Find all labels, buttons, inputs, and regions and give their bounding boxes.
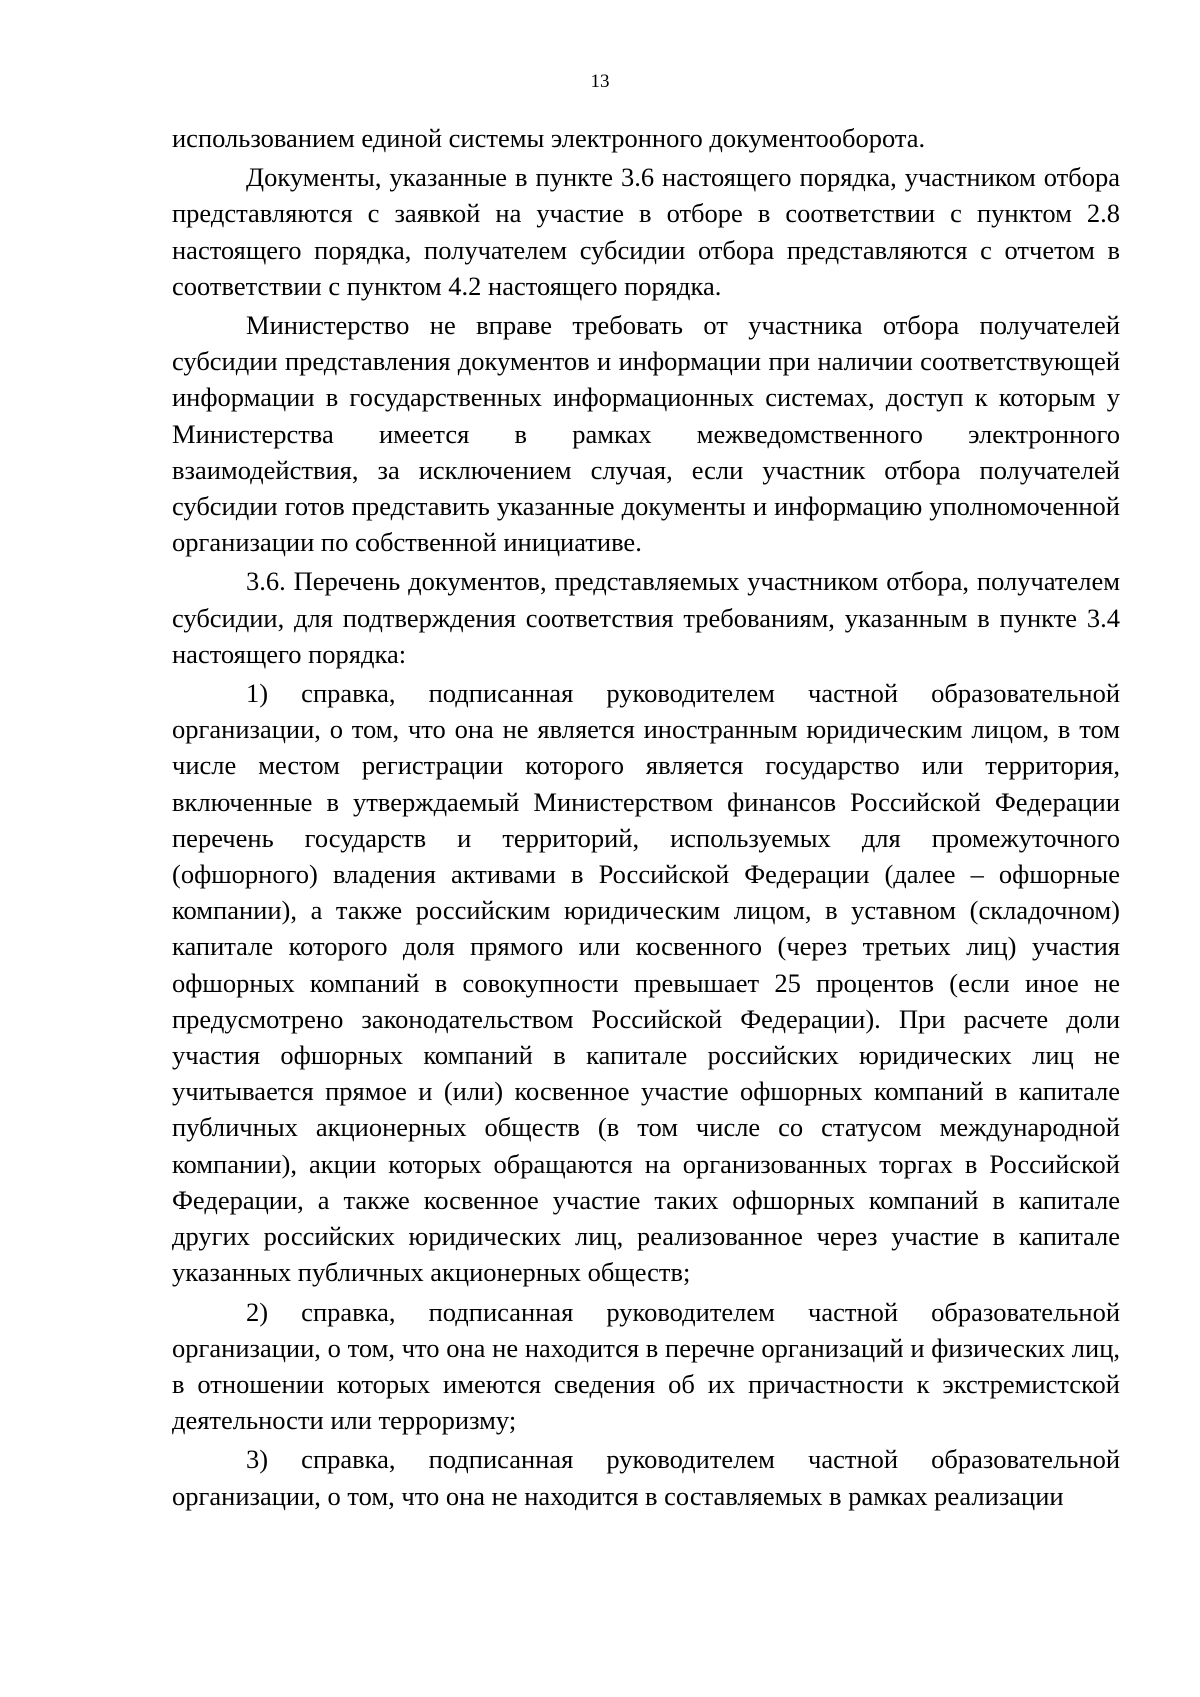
document-body	[172, 120, 1120, 1517]
list-item-3: 3) справка, подписанная руководителем частной образовательной организации, о том, что она не находится в составляемых в рамках реализации	[172, 1444, 1120, 1511]
paragraph-continuation: использованием единой системы электронного документооборота.	[172, 123, 926, 153]
paragraph-section-3-6: 3.6. Перечень документов, представляемых участником отбора, получателем субсидии, для подтверждения соответствия требованиям, указанным в пункте 3.4 настоящего порядка:	[172, 566, 1120, 669]
list-item-2: 2) справка, подписанная руководителем частной образовательной организации, о том, что она не находится в перечне организаций и физических лиц, в отношении которых имеются сведения об их причастности к экстремистской деятельности или терроризму;	[172, 1296, 1120, 1436]
paragraph-ministry-restriction: Министерство не вправе требовать от участника отбора получателей субсидии представления документов и информации при наличии соответствующей информации в государственных информационных системах, доступ к которым у Министерства имеется в рамках межведомственного электронного взаимодействия, за исключением случая, если участник отбора получателей субсидии готов представить указанные документы и информацию уполномоченной организации по собственной инициативе.	[172, 310, 1120, 558]
list-item-1: 1) справка, подписанная руководителем частной образовательной организации, о том, что она не является иностранным юридическим лицом, в том числе местом регистрации которого является государство или территория, включенные в утверждаемый Министерством финансов Российской Федерации перечень государств и территорий, используемых для промежуточного (офшорного) владения активами в Российской Федерации (далее – офшорные компании), а также российским юридическим лицом, в уставном (складочном) капитале которого доля прямого или косвенного (через третьих лиц) участия офшорных компаний в совокупности превышает 25 процентов (если иное не предусмотрено законодательством Российской Федерации). При расчете доли участия офшорных компаний в капитале российских юридических лиц не учитывается прямое и (или) косвенное участие офшорных компаний в капитале публичных акционерных обществ (в том числе со статусом международной компании), акции которых обращаются на организованных торгах в Российской Федерации, а также косвенное участие таких офшорных компаний в капитале других российских юридических лиц, реализованное через участие в капитале указанных публичных акционерных обществ;	[172, 678, 1120, 1288]
paragraph-documents-submission: Документы, указанные в пункте 3.6 настоящего порядка, участником отбора представляются с заявкой на участие в отборе в соответствии с пунктом 2.8 настоящего порядка, получателем субсидии отбора представляются с отчетом в соответствии с пунктом 4.2 настоящего порядка.	[172, 162, 1120, 301]
page-number: 13	[590, 71, 610, 92]
